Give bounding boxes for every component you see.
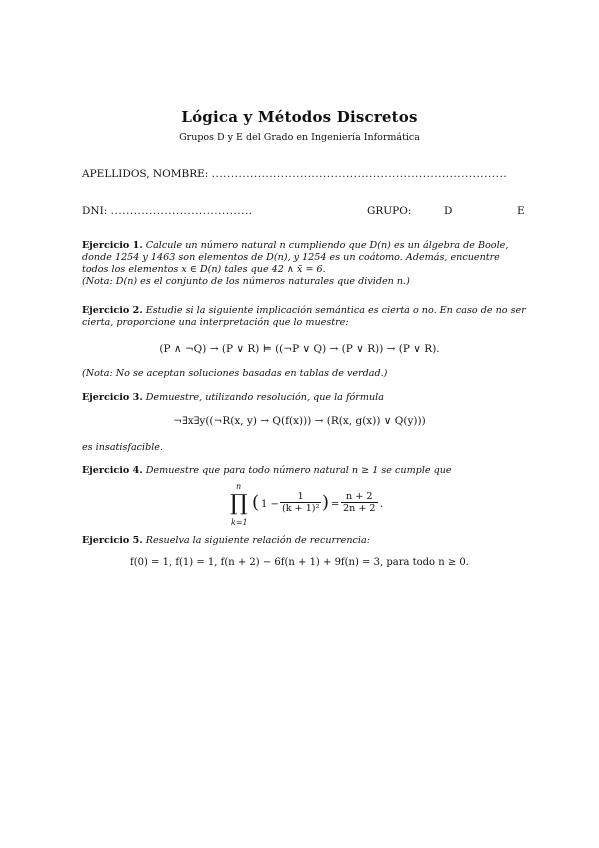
exercise-3-label: Ejercicio 3. xyxy=(82,392,143,403)
fraction-2-denominator: 2n + 2 xyxy=(343,503,376,514)
one-minus: 1 − xyxy=(261,499,279,510)
exercise-2-text: Estudie si la siguiente implicación semántica es cierta o no. En caso de no ser cierta, proporcione una interpretación que lo muestre: xyxy=(82,305,526,328)
exercise-3 xyxy=(82,392,527,404)
exercise-2-note-block xyxy=(82,368,527,380)
fraction-1-denominator: (k + 1)² xyxy=(282,503,320,514)
name-label: APELLIDOS, NOMBRE: xyxy=(82,168,209,180)
dni-field xyxy=(82,205,253,217)
exercise-5-label: Ejercicio 5. xyxy=(82,535,143,546)
exercise-1-label: Ejercicio 1. xyxy=(82,240,143,251)
fraction-1-numerator: 1 xyxy=(280,491,321,503)
exercise-3-text: Demuestre, utilizando resolución, que la fórmula xyxy=(145,392,384,403)
exercise-1 xyxy=(82,240,527,288)
exercise-2-label: Ejercicio 2. xyxy=(82,305,143,316)
exercise-2 xyxy=(82,305,527,329)
dni-label: DNI: xyxy=(82,205,108,217)
open-paren: ( xyxy=(252,492,260,513)
exercise-3-after-block xyxy=(82,442,527,454)
fraction-2-numerator: n + 2 xyxy=(341,491,378,503)
close-paren: ) xyxy=(322,492,330,513)
exercise-2-note: (Nota: No se aceptan soluciones basadas en tablas de verdad.) xyxy=(82,368,388,379)
exercise-3-after: es insatisfacible. xyxy=(82,442,164,453)
product-lower-limit: k=1 xyxy=(231,518,248,527)
exercise-1-text: Calcule un número natural n cumpliendo que D(n) es un álgebra de Boole, donde 1254 y 1463 son elementos de D(n), y 1254 es un coátomo. Además, encuentre todos los elementos x ∈ D(n) tales que 42 ∧ x̄ = 6. xyxy=(82,240,509,275)
exam-title: Lógica y Métodos Discretos xyxy=(181,108,418,126)
equals-sign: = xyxy=(331,499,340,510)
exercise-2-formula: (P ∧ ¬Q) → (P ∨ R) ⊨ ((¬P ∨ Q) → (P ∨ R)) → (P ∨ R). xyxy=(159,343,440,355)
product-upper-limit: n xyxy=(236,482,242,491)
period: . xyxy=(380,499,384,510)
exercise-4-label: Ejercicio 4. xyxy=(82,465,143,476)
exercise-4 xyxy=(82,465,527,477)
product-symbol: ∏ xyxy=(230,491,248,516)
grupo-label: GRUPO: xyxy=(367,205,412,217)
group-option-d: D xyxy=(444,205,453,217)
dni-dots: ..................................... xyxy=(110,205,253,217)
name-dots: ............................................................................. xyxy=(211,168,508,180)
exam-subtitle: Grupos D y E del Grado en Ingeniería Informática xyxy=(179,132,420,143)
fraction-1 xyxy=(280,491,321,514)
exercise-3-formula: ¬∃x∃y((¬R(x, y) → Q(f(x))) → (R(x, g(x)) ∨ Q(y))) xyxy=(173,415,426,427)
exercise-1-note: (Nota: D(n) es el conjunto de los números naturales que dividen n.) xyxy=(82,276,410,287)
fraction-2 xyxy=(341,491,378,514)
exercise-5 xyxy=(82,535,527,547)
exercise-4-text: Demuestre que para todo número natural n ≥ 1 se cumple que xyxy=(145,465,452,476)
exercise-4-formula xyxy=(230,482,390,530)
exercise-5-formula: f(0) = 1, f(1) = 1, f(n + 2) − 6f(n + 1) + 9f(n) = 3, para todo n ≥ 0. xyxy=(130,557,469,568)
exercise-5-text: Resuelva la siguiente relación de recurrencia: xyxy=(145,535,370,546)
name-field xyxy=(82,168,507,180)
group-option-e: E xyxy=(517,205,525,217)
